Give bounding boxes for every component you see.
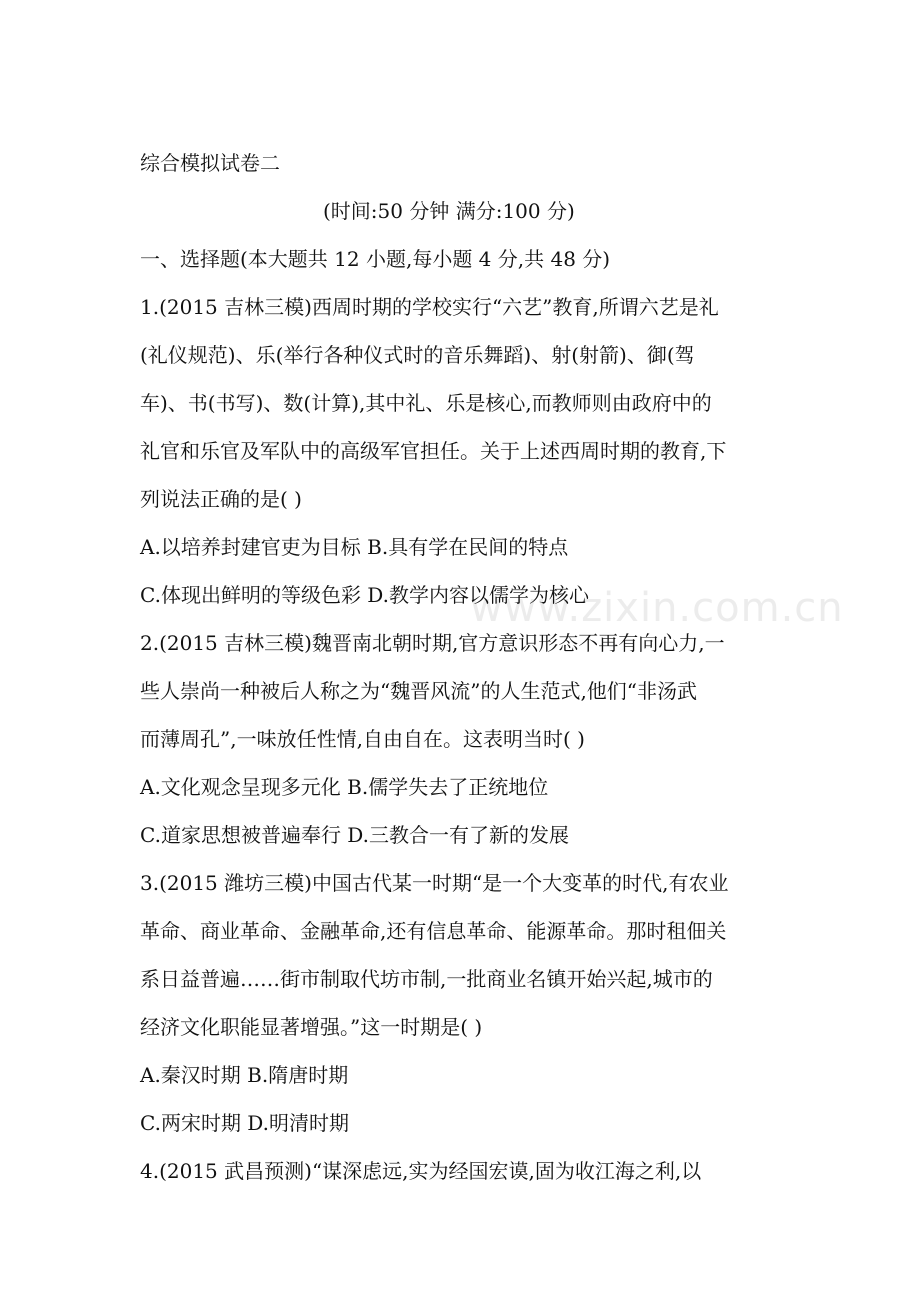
question-3-line-2: 革命、商业革命、金融革命,还有信息革命、能源革命。那时租佃关 [140,919,727,943]
question-1-line-2: (礼仪规范)、乐(举行各种仪式时的音乐舞蹈)、射(射箭)、御(驾 [140,343,695,367]
question-2-options-ab: A.文化观念呈现多元化 B.儒学失去了正统地位 [140,775,549,799]
watermark: www.zixin.com.cn [470,585,844,631]
section-heading: 一、选择题(本大题共 12 小题,每小题 4 分,共 48 分) [140,247,611,271]
question-3-options-cd: C.两宋时期 D.明清时期 [140,1111,349,1135]
question-1-line-4: 礼官和乐官及军队中的高级军官担任。关于上述西周时期的教育,下 [140,439,727,463]
exam-subtitle: (时间:50 分钟 满分:100 分) [323,199,575,223]
question-3-line-1: 3.(2015 潍坊三模)中国古代某一时期“是一个大变革的时代,有农业 [140,871,729,895]
question-2-line-3: 而薄周孔”,一味放任性情,自由自在。这表明当时( ) [140,727,585,751]
question-2-options-cd: C.道家思想被普遍奉行 D.三教合一有了新的发展 [140,823,569,847]
question-2-line-1: 2.(2015 吉林三模)魏晋南北朝时期,官方意识形态不再有向心力,一 [140,631,725,655]
question-3-line-3: 系日益普遍……街市制取代坊市制,一批商业名镇开始兴起,城市的 [140,967,713,991]
question-3-line-4: 经济文化职能显著增强。”这一时期是( ) [140,1015,483,1039]
question-1-line-3: 车)、书(书写)、数(计算),其中礼、乐是核心,而教师则由政府中的 [140,391,712,415]
question-4-line-1: 4.(2015 武昌预测)“谋深虑远,实为经国宏谟,固为收江海之利,以 [140,1159,702,1183]
question-2-line-2: 些人崇尚一种被后人称之为“魏晋风流”的人生范式,他们“非汤武 [140,679,698,703]
question-1-line-5: 列说法正确的是( ) [140,487,302,511]
question-1-line-1: 1.(2015 吉林三模)西周时期的学校实行“六艺”教育,所谓六艺是礼 [140,295,719,319]
exam-title: 综合模拟试卷二 [140,151,280,175]
question-3-options-ab: A.秦汉时期 B.隋唐时期 [140,1063,349,1087]
question-1-options-cd: C.体现出鲜明的等级色彩 D.教学内容以儒学为核心 [140,583,589,607]
question-1-options-ab: A.以培养封建官吏为目标 B.具有学在民间的特点 [140,535,569,559]
